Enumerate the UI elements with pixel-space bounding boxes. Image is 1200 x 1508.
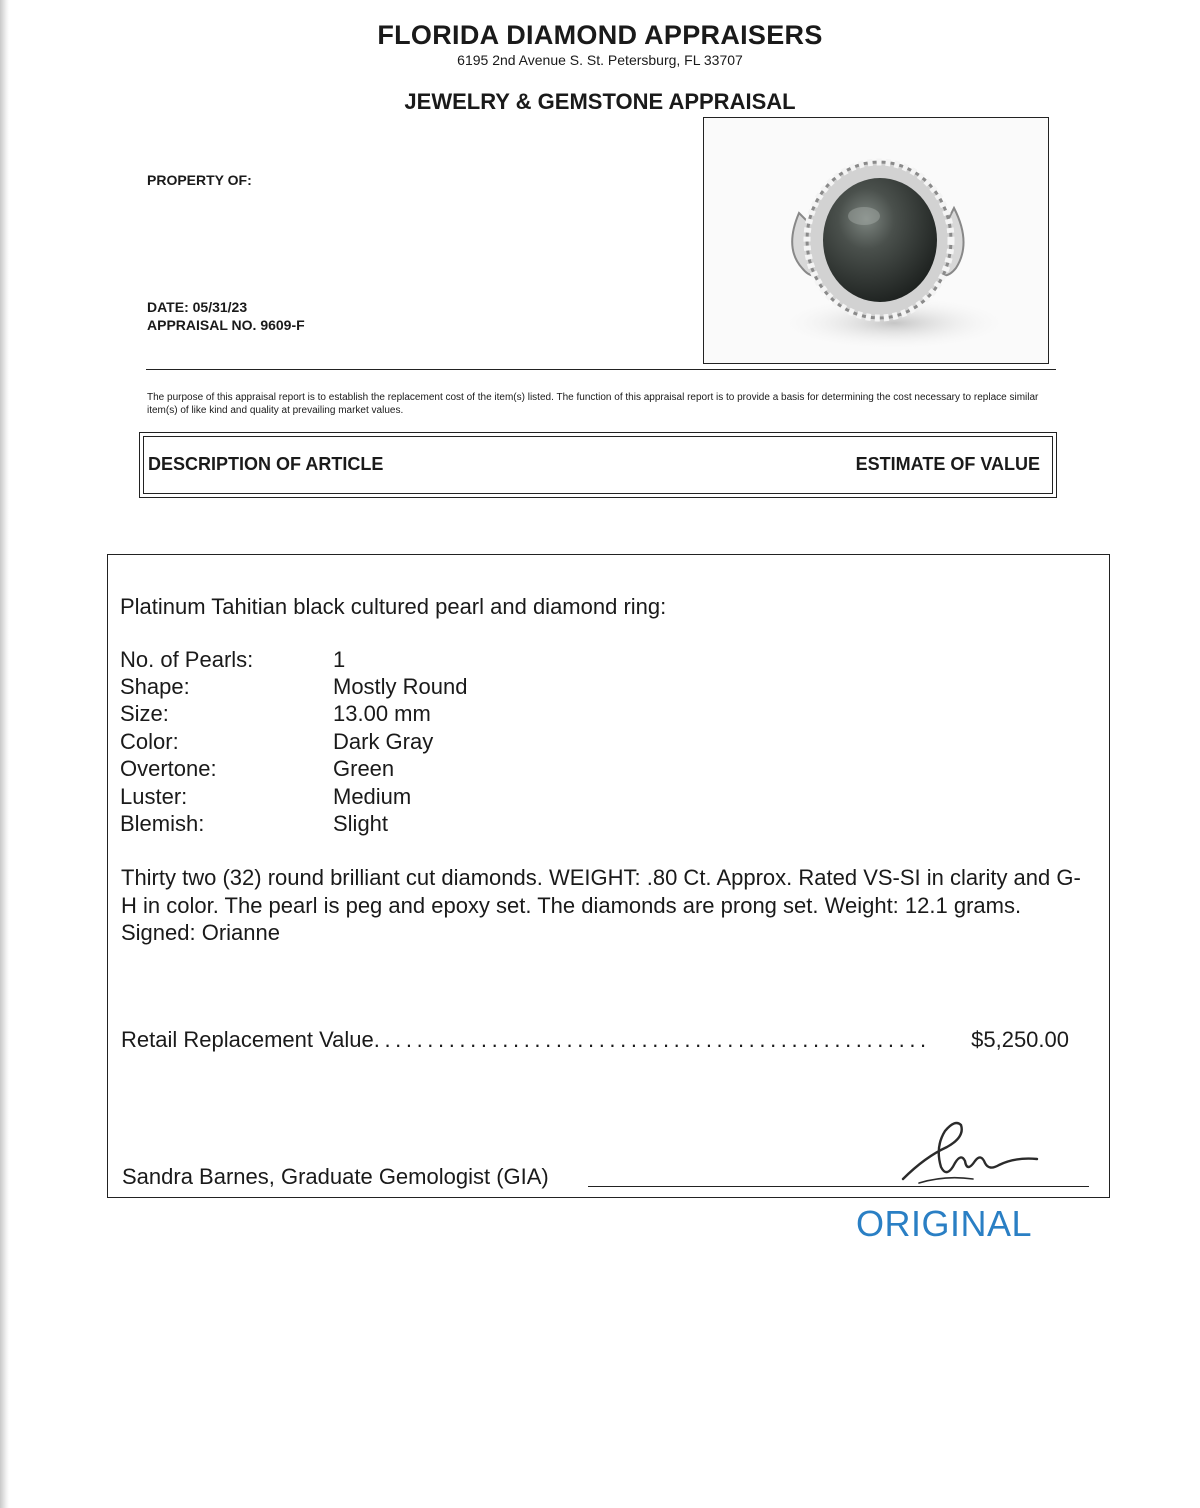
property-label: PROPERTY OF: xyxy=(147,172,252,188)
appraisal-number: 9609-F xyxy=(260,317,305,333)
replacement-value-row xyxy=(121,1027,1069,1053)
spec-label-blemish: Blemish: xyxy=(120,811,205,836)
diamond-description: Thirty two (32) round brilliant cut diamonds. WEIGHT: .80 Ct. Approx. Rated VS-SI in clarity and G-H in color. The pearl is peg and epoxy set. The diamonds are prong set. Weight: 12.1 grams. Signed: Orianne xyxy=(121,865,1081,945)
spec-value-color: Dark Gray xyxy=(333,729,434,754)
pearl-ring-illustration xyxy=(704,118,1048,363)
spec-label-overtone: Overtone: xyxy=(120,756,217,781)
spec-value-luster: Medium xyxy=(333,784,412,809)
spec-value-shape: Mostly Round xyxy=(333,674,468,699)
header-divider xyxy=(146,369,1056,370)
replacement-value-amount: $5,250.00 xyxy=(971,1027,1069,1052)
company-name: FLORIDA DIAMOND APPRAISERS xyxy=(377,20,823,50)
appraisal-label: APPRAISAL NO. xyxy=(147,317,257,333)
spec-value-blemish: Slight xyxy=(333,811,389,836)
scan-edge xyxy=(0,0,9,1508)
spec-label-size: Size: xyxy=(120,701,169,726)
original-stamp: ORIGINAL xyxy=(856,1203,1033,1244)
gemologist-name: Sandra Barnes, Graduate Gemologist (GIA) xyxy=(122,1164,549,1189)
description-heading: DESCRIPTION OF ARTICLE xyxy=(148,454,384,474)
spec-label-luster: Luster: xyxy=(120,784,188,809)
company-address: 6195 2nd Avenue S. St. Petersburg, FL 33707 xyxy=(457,52,743,68)
date-label: DATE: xyxy=(147,299,189,315)
article-intro: Platinum Tahitian black cultured pearl and diamond ring: xyxy=(120,594,667,619)
purpose-statement: The purpose of this appraisal report is to establish the replacement cost of the item(s) listed. The function of this appraisal report is to provide a basis for determining the cost necessary to replace similar item(s) of like kind and quality at prevailing market values. xyxy=(147,392,1039,416)
spec-label-color: Color: xyxy=(120,729,179,754)
replacement-value-label: Retail Replacement Value xyxy=(121,1027,374,1052)
spec-value-overtone: Green xyxy=(333,756,395,781)
ring-photo xyxy=(703,117,1049,364)
date-line xyxy=(147,299,247,315)
estimate-heading: ESTIMATE OF VALUE xyxy=(855,454,1040,474)
report-title: JEWELRY & GEMSTONE APPRAISAL xyxy=(404,89,796,114)
spec-value-size: 13.00 mm xyxy=(333,701,431,726)
dot-leader: .................................................... xyxy=(373,1027,931,1052)
appraisal-line xyxy=(147,317,305,333)
date-value: 05/31/23 xyxy=(192,299,248,315)
spec-value-pearls: 1 xyxy=(333,647,346,672)
spec-label-shape: Shape: xyxy=(120,674,190,699)
signature-mark xyxy=(895,1117,1055,1192)
spec-label-pearls: No. of Pearls: xyxy=(120,647,254,672)
